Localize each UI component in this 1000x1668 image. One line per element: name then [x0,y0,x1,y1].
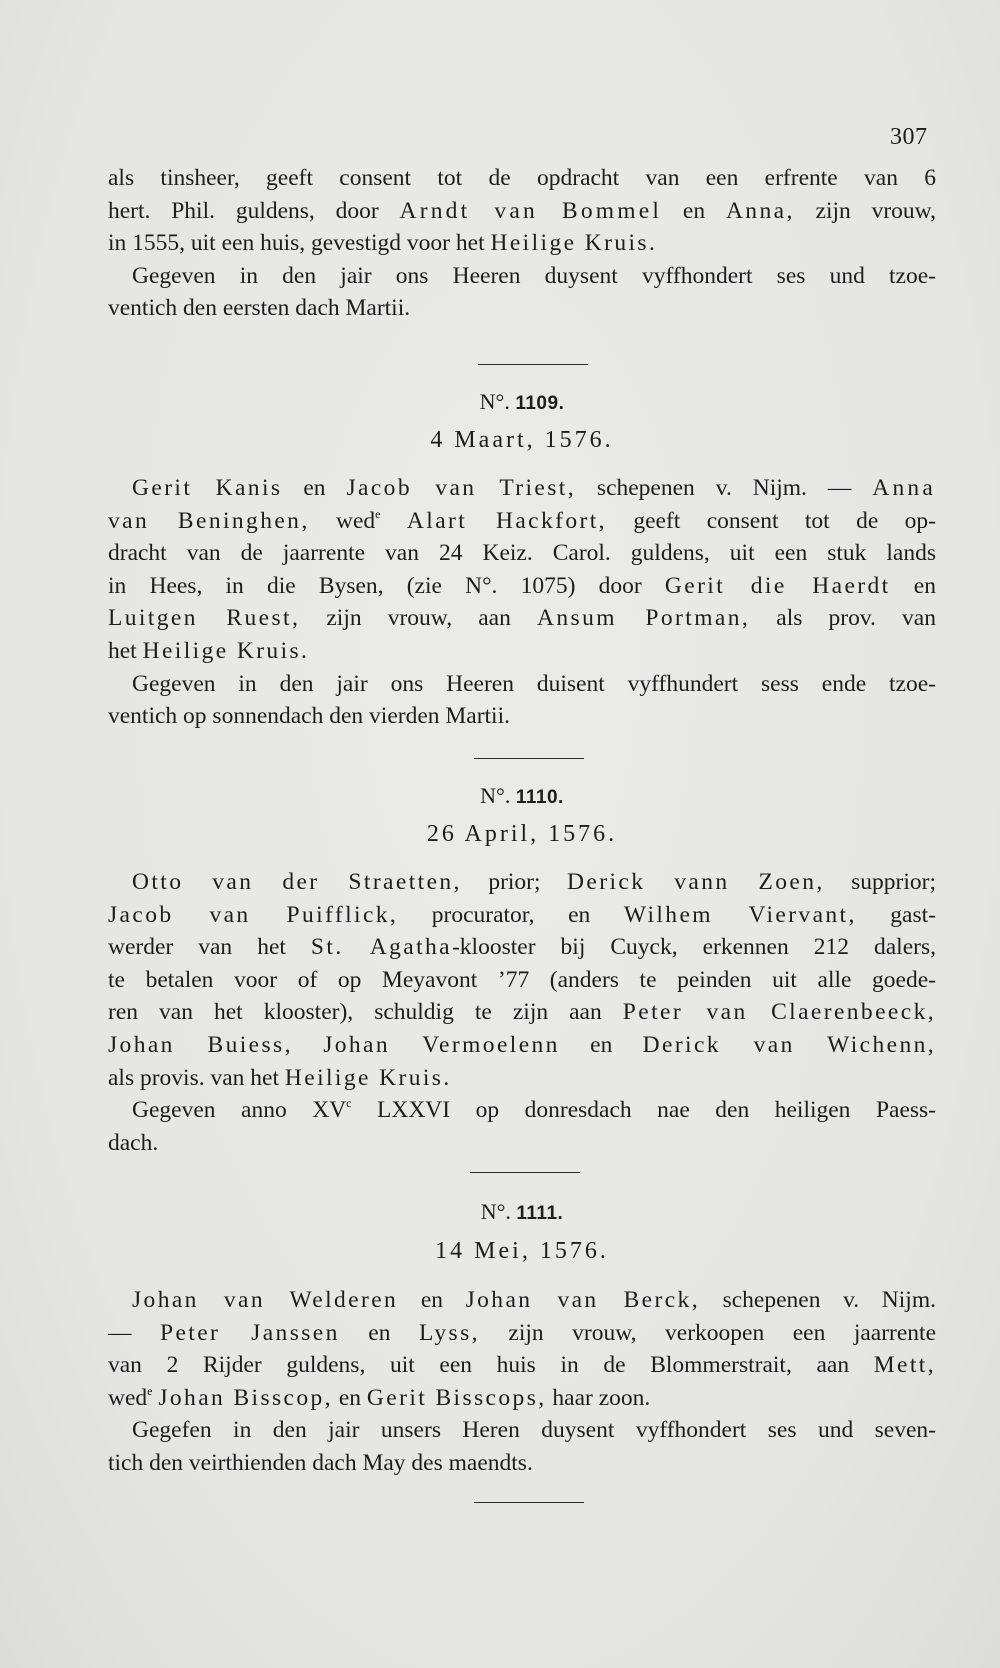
divider [108,1172,936,1173]
place-name: Heilige Kruis. [284,1064,452,1091]
entry-line [108,472,936,505]
entry-text: het [108,637,143,664]
intro-paragraph-line [108,195,936,228]
intro-paragraph-line [108,227,936,260]
entry-text: schepenen v. Nijm. [699,1287,936,1313]
entry-text: wed [309,507,376,534]
divider-rule [470,1172,580,1173]
divider [108,758,936,759]
entry-number-value: 1111. [516,1203,564,1224]
place-name: St. Agatha [310,934,452,961]
dating-text: Gegeven in den jair ons Heeren duysent vyffhondert ses und tzoe- [132,262,936,289]
entry-line [108,964,936,997]
divider-rule [474,1502,584,1503]
entry-text: supprior; [824,869,936,895]
entry-text: geeft consent tot de op- [606,507,936,534]
person-name: Anna, [725,197,795,224]
person-name: Anna [872,475,936,501]
dating-clause-end [108,700,936,733]
entry-1111-body [108,1284,936,1480]
entry-number [108,1196,936,1231]
dating-text: LXXVI op donresdach nae den heiligen Paess- [351,1097,936,1124]
dating-text: ventich op sonnendach den vierden Martii. [108,703,510,730]
entry-date: 26 April, 1576. [426,820,618,847]
person-name: Derick vann Zoen, [567,869,825,895]
entry-text: en [398,1287,466,1313]
person-name: van Beninghen, [108,507,310,534]
person-name: Gerit die Haerdt [664,572,891,599]
entry-line [108,635,936,668]
entry-date: 14 Mei, 1576. [435,1237,609,1264]
person-name: Wilhem Viervant, [623,901,857,928]
intro-line: als tinsheer, geeft consent tot de opdracht van een erfrente van 6 [108,165,936,191]
person-name: Mett, [873,1352,936,1379]
person-name: Luitgen Ruest, [108,605,301,632]
dating-clause [108,1414,936,1447]
superscript: c [346,1096,352,1111]
person-name: Derick van Wichenn, [642,1031,937,1058]
place-name: Heilige Kruis. [490,230,658,257]
person-name: Johan van Welderen [132,1287,399,1313]
divider-rule [478,364,588,365]
person-name: Lyss, [418,1319,480,1346]
dating-text: Gegeven in den jair ons Heeren duisent vyffhundert sess ende tzoe- [132,670,936,697]
entry-1110 [108,780,936,850]
entry-text: -klooster bij Cuyck, erkennen 212 dalers, [451,934,936,961]
place-name: Heilige Kruis. [142,637,310,664]
entry-text: zijn vrouw, verkoopen een jaarrente [479,1319,936,1346]
entry-number-prefix: N°. [479,389,510,414]
entry-text: gast- [856,901,936,928]
entry-line [108,1062,936,1095]
dating-clause-end [108,1447,936,1480]
superscript: e [147,1383,153,1398]
entry-text [381,508,407,534]
dating-text: ventich den eersten dach Martii. [108,295,411,322]
dating-clause-end [108,1127,936,1160]
entry-line [108,1284,936,1317]
entry-line [108,866,936,899]
person-name: Gerit Kanis [132,475,283,501]
entry-text: procurator, en [398,901,624,928]
person-name: Alart Hackfort, [406,507,607,534]
entry-line [108,505,936,538]
entry-line [108,1349,936,1382]
entry-text: haar zoon. [546,1384,651,1411]
entry-text: schepenen v. Nijm. — [576,475,873,501]
person-name: Jacob van Puifflick, [108,901,399,928]
entry-text: en [282,475,347,501]
intro-text: en [662,197,726,224]
entry-text: als provis. van het [108,1064,285,1091]
person-name: Jacob van Triest, [346,475,576,501]
dating-clause [108,260,936,293]
entry-line [108,602,936,635]
dating-text: dach. [108,1129,159,1156]
entry-line [108,1029,936,1062]
entry-1109 [108,386,936,456]
entry-text: en [339,1319,419,1346]
superscript: e [375,506,381,521]
entry-number [108,386,936,421]
entry-number-prefix: N°. [480,783,511,808]
dating-text: tich den veirthienden dach May des maendts. [108,1449,533,1476]
person-name: Johan Buiess, [108,1031,293,1058]
divider [108,1502,936,1503]
person-name: Johan van Berck, [465,1287,700,1313]
entry-line [108,570,936,603]
intro-text: zijn vrouw, [794,197,937,224]
page-number: 307 [890,124,928,150]
entry-text: en [559,1031,643,1058]
divider-rule [474,758,584,759]
entry-text: prior; [461,869,568,895]
dating-text: Gegefen in den jair unsers Heren duysent vyffhondert ses und seven- [132,1417,936,1444]
dating-text: Gegeven anno XV [132,1097,347,1124]
dating-clause [108,1094,936,1127]
entry-line [108,537,936,570]
entry-line [108,1317,936,1350]
entry-date: 4 Maart, 1576. [430,426,614,453]
entry-number [108,780,936,815]
entry-line [108,931,936,964]
dating-clause [108,668,936,701]
entry-line [108,1382,936,1415]
entry-text: en [890,572,936,599]
person-name: Gerit Bisscops, [366,1384,547,1411]
person-name: Johan Vermoelenn [323,1031,560,1058]
entry-1109-body [108,472,936,733]
entry-1110-body [108,866,936,1159]
entry-text: als prov. van [750,605,936,632]
entry-text: dracht van de jaarrente van 24 Keiz. Carol. guldens, uit een stuk lands [108,540,936,567]
intro-text: in 1555, uit een huis, gevestigd voor het [108,230,491,257]
person-name: Peter van Claerenbeeck, [622,999,937,1026]
person-name: Arndt van Bommel [399,197,663,224]
entry-number-value: 1110. [515,787,564,808]
intro-section [108,162,936,325]
entry-1111 [108,1196,936,1267]
entry-text: — [108,1319,160,1346]
entry-text: van 2 Rijder guldens, uit een huis in de Blommerstrait, aan [108,1352,874,1379]
entry-line [108,996,936,1029]
entry-text: te betalen voor of op Meyavont ’77 (anders te peinden uit alle goede- [108,966,936,993]
person-name: Peter Janssen [160,1319,340,1346]
intro-text: hert. Phil. guldens, door [108,197,400,224]
entry-text: werder van het [108,934,311,961]
entry-line [108,899,936,932]
divider [108,364,936,365]
entry-text [293,1032,323,1058]
entry-number-value: 1109. [515,393,565,414]
entry-text: zijn vrouw, aan [300,605,537,632]
entry-text: en [332,1384,367,1411]
entry-text: in Hees, in die Bysen, (zie N°. 1075) door [108,572,665,599]
entry-text: ren van het klooster), schuldig te zijn aan [108,999,623,1026]
person-name: Otto van der Straetten, [132,869,462,895]
intro-paragraph [108,162,936,195]
entry-number-prefix: N°. [480,1199,511,1224]
dating-clause-end [108,292,936,325]
person-name: Ansum Portman, [537,605,751,632]
entry-text: wed [108,1384,148,1411]
person-name: Johan Bisscop, [158,1384,333,1411]
